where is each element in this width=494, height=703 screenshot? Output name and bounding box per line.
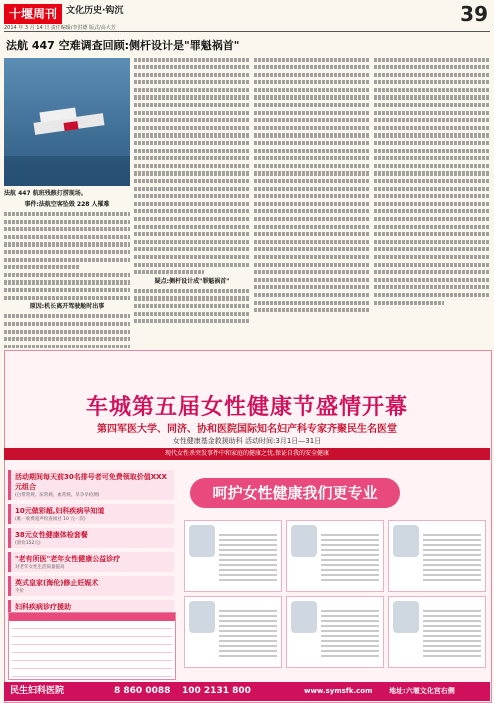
ad-subtitle: 第四军医大学、同济、协和医院国际知名妇产科专家齐聚民生名医堂 [97,424,397,435]
ad-offer-item: 活动期间每天前30名排号者可免费领取价值XXX元组合 (白带常规、尿常规、血常规、早孕早检测) [8,470,174,500]
subhead-3: 疑点:侧杆设计成"罪魁祸首" [154,277,230,285]
article-column-4 [374,38,490,348]
editor-meta: 2014 年 3 月 14 日 责任编辑/李洪德 版式/高大芳 [4,25,116,31]
ad-offer-item: 38元女性健康体检套餐 (原价152元) [8,528,174,548]
wreckage-photo [4,58,130,186]
website: www.symsfk.com [304,687,373,695]
doctor-card [286,596,384,668]
section-name: 文化历史·钩沉 [66,6,124,16]
page-number: 39 [460,2,488,26]
header-rule [4,31,490,32]
phone-2: 100 2131 800 [182,686,251,696]
page-header [0,0,494,30]
sea [4,156,130,186]
doctor-photo [393,525,419,557]
ad-offer-item: "老有所医"老年女性健康公益诊疗 对老年女性生活质量提高 [8,552,174,572]
ad-footer [4,682,490,701]
phone-1: 8 860 0088 [114,686,171,696]
doctor-card [286,520,384,592]
article-column-2 [134,38,250,348]
ad-slogan: 呵护女性健康我们更专业 [190,478,400,508]
ad-price-table [8,612,176,680]
ad-title: 车城第五届女性健康节盛情开幕 [85,395,408,420]
brand-logo: 十堰周刊 [4,4,62,24]
doctor-photo [291,601,317,633]
ad-banner-bar: 现代女性杀突发事件中和家庭的健康之忧,保证自我的安全健康 [4,448,490,460]
doctor-profiles [184,520,486,670]
subhead-2: 原因:机长离开驾驶舱时出事 [29,303,105,311]
doctor-card [388,596,486,668]
article-column-3 [254,38,370,348]
debris [64,121,79,131]
doctor-photo [393,601,419,633]
doctor-card [184,520,282,592]
doctor-photo [291,525,317,557]
article-headline: 法航 447 空难调查回顾:侧杆设计是"罪魁祸首" [6,39,240,52]
ad-offer-list [8,470,174,618]
doctor-card [388,520,486,592]
subhead-1: 事件:法航空客坠毁 228 人罹难 [24,201,110,208]
doctor-card [184,596,282,668]
doctor-photo [189,525,215,557]
ad-subtitle-2: 女性健康基金救援助科 活动时间:3月1日—31日 [172,437,322,445]
ad-offer-item: 10元做彩超,妇科疾病早知道 (唯一收费超声检查项目 10 元一次) [8,504,174,524]
photo-caption: 法航 447 航班残骸打捞现场。 [4,190,87,197]
ad-offer-item: 英式皇家(海伦)修止妊娠术 半价 [8,576,174,596]
doctor-photo [189,601,215,633]
ad-offer-item: 妇科疾病诊疗援助 [8,600,174,614]
article-column-1 [4,198,130,348]
address: 地址:六堰文化宫右侧 [389,687,455,695]
hospital-name: 民生妇科医院 [10,686,65,696]
